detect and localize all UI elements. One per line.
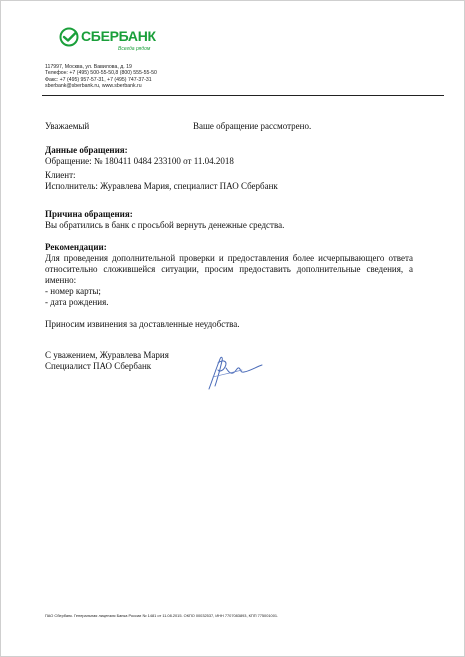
request-number: Обращение: № 180411 0484 233100 от 11.04.2018 (45, 156, 234, 166)
contacts-block (45, 64, 157, 90)
logo-tagline: Всегда рядом (118, 46, 151, 52)
greeting-salutation: Уважаемый (45, 121, 90, 131)
greeting-status: Ваше обращение рассмотрено. (193, 121, 312, 131)
recommendation-item: - дата рождения. (45, 297, 109, 307)
handwritten-signature (206, 353, 264, 395)
signature-line-name: С уважением, Журавлева Мария (45, 350, 169, 360)
reason-heading: Причина обращения: (45, 209, 133, 219)
reason-section (45, 209, 284, 231)
contacts-fax: Факс: +7 (495) 957-57-31, +7 (495) 747-37-31 (45, 76, 152, 83)
sberbank-logo-icon (59, 27, 79, 47)
recommendations-text: Для проведения дополнительной проверки и предоставления более исчерпывающего ответа относительно сложившейся ситуации, просим предоставить дополнительные сведения, а именно: (45, 253, 413, 285)
request-heading: Данные обращения: (45, 145, 128, 155)
contacts-address: 117997, Москва, ул. Вавилова, д. 19 (45, 64, 132, 70)
request-client: Клиент: (45, 170, 76, 180)
contacts-phone: Телефон: +7 (495) 500-55-50,8 (800) 555-55-50 (45, 70, 157, 77)
footer-legal: ПАО Сбербанк. Генеральная лицензия Банка России № 1481 от 11.08.2015. ОКПО 00032537, ИНН 7707083893, КПП 775001001. (45, 613, 279, 618)
recommendations-heading: Рекомендации: (45, 242, 107, 252)
recommendation-item: - номер карты; (45, 286, 101, 296)
apology-text: Приносим извинения за доставленные неудобства. (45, 319, 240, 329)
header-divider (42, 95, 444, 96)
signature-block (45, 350, 169, 372)
request-section (45, 145, 278, 192)
request-executor: Исполнитель: Журавлева Мария, специалист ПАО Сбербанк (45, 181, 278, 191)
recommendations-section (45, 242, 413, 308)
contacts-email-web: sberbank@sberbank.ru, www.sberbank.ru (45, 83, 142, 90)
sberbank-logo (59, 27, 169, 55)
reason-text: Вы обратились в банк с просьбой вернуть денежные средства. (45, 220, 285, 230)
logo-name: СБЕРБАНК (81, 28, 156, 44)
signature-line-title: Специалист ПАО Сбербанк (45, 361, 152, 371)
